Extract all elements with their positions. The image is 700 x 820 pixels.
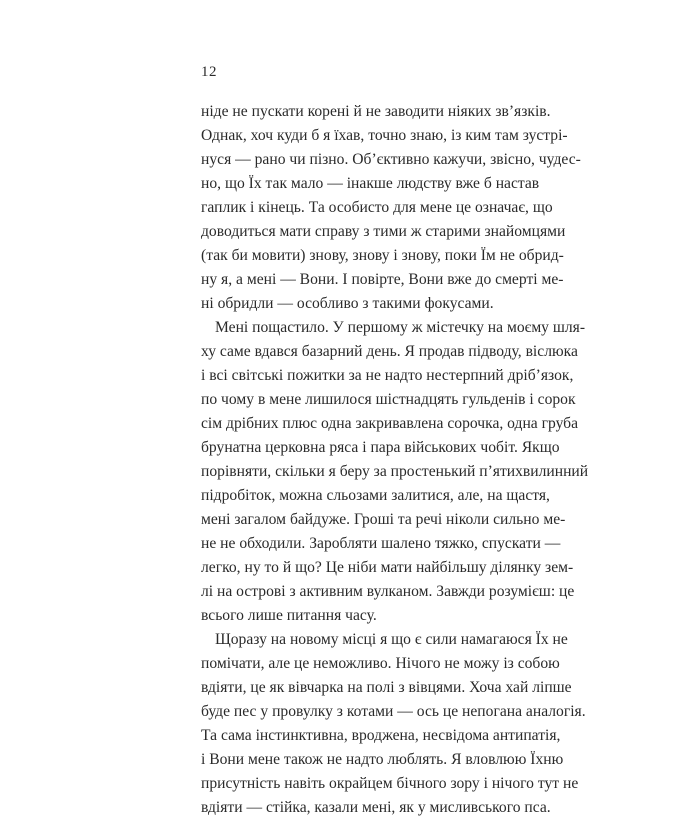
body-text bbox=[201, 100, 589, 820]
text-line: но, що Їх так мало — інакше людству вже б настав bbox=[201, 175, 540, 192]
text-line: ніде не пускати корені й не заводити ніяких зв’язків. bbox=[201, 103, 551, 120]
text-line: нуся — рано чи пізно. Об’єктивно кажучи, звісно, чудес- bbox=[201, 151, 581, 168]
text-line: і всі світські пожитки за не надто нестерпний дріб’язок, bbox=[201, 367, 574, 384]
text-line: мені загалом байдуже. Гроші та речі ніколи сильно ме- bbox=[201, 511, 566, 528]
text-line: Однак, хоч куди б я їхав, точно знаю, із ким там зустрі- bbox=[201, 127, 568, 144]
paragraph-3 bbox=[201, 628, 586, 820]
text-line: не не обходили. Заробляти шалено тяжко, спускати — bbox=[201, 535, 561, 552]
text-line: присутність навіть окрайцем бічного зору і нічого тут не bbox=[201, 775, 579, 792]
text-line: доводиться мати справу з тими ж старими знайомцями bbox=[201, 223, 566, 240]
text-line: (так би мовити) знову, знову і знову, поки Їм не обрид- bbox=[201, 247, 564, 264]
text-line: по чому в мене лишилося шістнадцять гульденів і сорок bbox=[201, 391, 576, 408]
text-line: порівняти, скільки я беру за простенький п’ятихвилинний bbox=[201, 463, 589, 480]
text-line: Та сама інстинктивна, вроджена, несвідома антипатія, bbox=[201, 727, 561, 744]
page-number: 12 bbox=[201, 64, 217, 80]
paragraph-1 bbox=[201, 100, 581, 316]
text-line: Щоразу на новому місці я що є сили намагаюся Їх не bbox=[215, 631, 568, 648]
text-line: підробіток, можна сльозами залитися, але, на щастя, bbox=[201, 487, 550, 504]
text-line: помічати, але це неможливо. Нічого не можу із собою bbox=[201, 655, 560, 672]
text-line: вдіяти — стійка, казали мені, як у мисливського пса. bbox=[201, 799, 551, 816]
text-line: легко, ну то й що? Це ніби мати найбільшу ділянку зем- bbox=[201, 559, 574, 576]
text-line: буде пес у провулку з котами — ось це непогана аналогія. bbox=[201, 703, 586, 720]
text-line: лі на острові з активним вулканом. Завжди розумієш: це bbox=[201, 583, 575, 600]
text-line: Мені пощастило. У першому ж містечку на моєму шля- bbox=[215, 319, 586, 336]
text-line: гаплик і кінець. Та особисто для мене це означає, що bbox=[201, 199, 553, 216]
text-line: вдіяти, це як вівчарка на полі з вівцями. Хоча хай ліпше bbox=[201, 679, 572, 696]
text-line: ну я, а мені — Вони. І повірте, Вони вже до смерті ме- bbox=[201, 271, 564, 288]
text-line: ні обридли — особливо з такими фокусами. bbox=[201, 295, 494, 312]
text-line: всього лише питання часу. bbox=[201, 607, 377, 624]
text-line: ху саме вдався базарний день. Я продав підводу, віслюка bbox=[201, 343, 578, 360]
text-line: брунатна церковна ряса і пара військових чобіт. Якщо bbox=[201, 439, 560, 456]
paragraph-2 bbox=[201, 316, 589, 628]
text-line: сім дрібних плюс одна закривавлена сорочка, одна груба bbox=[201, 415, 579, 432]
text-line: і Вони мене також не надто люблять. Я вловлюю Їхню bbox=[201, 751, 564, 768]
